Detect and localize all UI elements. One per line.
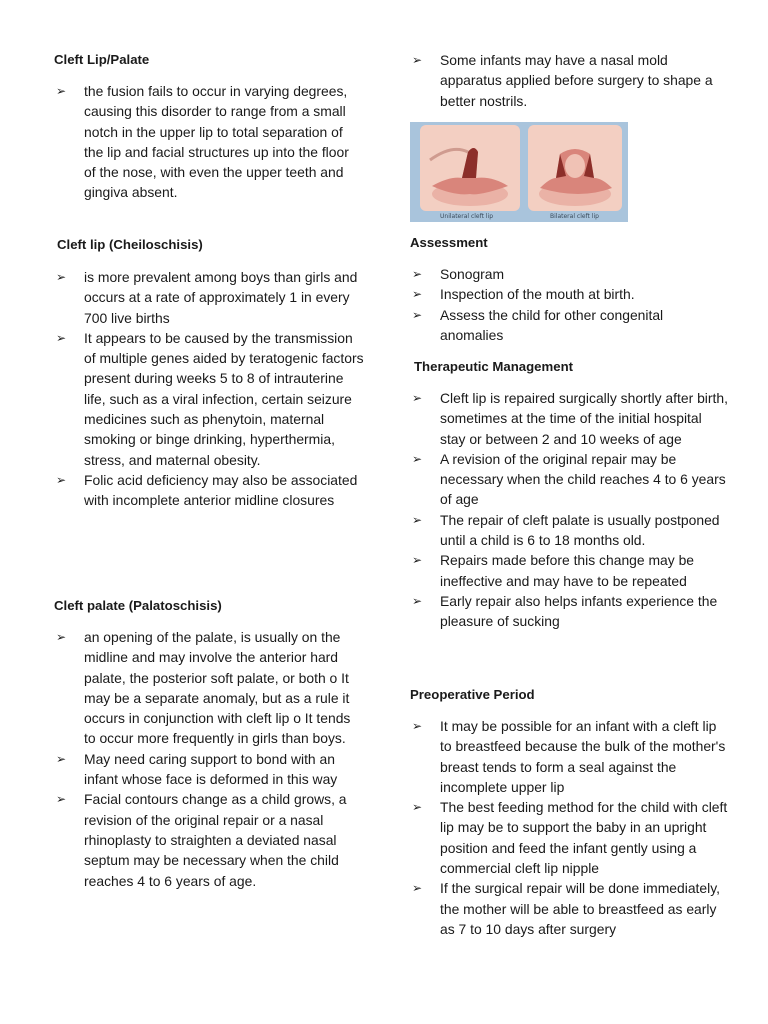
heading-cleft-lip: Cleft lip (Cheiloschisis) [57, 237, 203, 252]
list-item-text: is more prevalent among boys than girls and occurs at a rate of approximately 1 in every 700 live births [84, 269, 358, 326]
list-therapeutic-management [410, 388, 730, 632]
arrow-bullet-icon: ➢ [56, 630, 67, 644]
arrow-bullet-icon: ➢ [56, 792, 67, 807]
list-item-text: Sonogram [440, 266, 505, 282]
list-nasal-mold [410, 50, 730, 111]
list-item-text: Early repair also helps infants experience the pleasure of sucking [440, 592, 718, 630]
arrow-bullet-icon: ➢ [412, 553, 423, 568]
arrow-bullet-icon: ➢ [412, 53, 423, 67]
list-item-text: Assess the child for other congenital anomalies [440, 306, 664, 343]
list-assessment [410, 264, 730, 345]
list-item-text: Inspection of the mouth at birth. [440, 286, 635, 303]
list-cleft-palate [54, 627, 364, 891]
list-item [410, 305, 730, 346]
list-item [410, 449, 730, 510]
heading-cleft-lip-palate: Cleft Lip/Palate [54, 52, 150, 67]
cleft-lip-drawing [410, 122, 628, 222]
list-item-text: If the surgical repair will be done immediately, the mother will be able to breastfeed as early as 7 to 10 days after surgery [440, 880, 720, 937]
heading-preoperative-period: Preoperative Period [410, 687, 535, 702]
arrow-bullet-icon: ➢ [412, 267, 423, 281]
list-item-text: Repairs made before this change may be ineffective and may have to be repeated [440, 552, 695, 589]
heading-assessment: Assessment [410, 235, 488, 250]
list-item [410, 264, 730, 284]
arrow-bullet-icon: ➢ [412, 800, 423, 815]
arrow-bullet-icon: ➢ [412, 287, 423, 302]
arrow-bullet-icon: ➢ [56, 472, 67, 487]
list-item-text: Folic acid deficiency may also be associated with incomplete anterior midline closures [84, 471, 358, 509]
arrow-bullet-icon: ➢ [412, 307, 423, 322]
list-item [410, 878, 730, 939]
list-item-text: the fusion fails to occur in varying degrees, causing this disorder to range from a small notch in the upper lip to total separation of the lip and facial structures up into the floor of the nose, with even the upper teeth and gingiva absent. [84, 83, 349, 201]
list-item [410, 591, 730, 632]
arrow-bullet-icon: ➢ [412, 391, 423, 405]
list-cleft-definition [54, 81, 364, 203]
list-item [410, 50, 730, 111]
arrow-bullet-icon: ➢ [412, 593, 423, 608]
list-item [410, 388, 730, 449]
list-item [410, 550, 730, 591]
list-item-text: Cleft lip is repaired surgically shortly after birth, sometimes at the time of the initial hospital stay or between 2 and 10 weeks of age [440, 390, 728, 447]
list-item [410, 510, 730, 551]
caption-unilateral: Unilateral cleft lip [440, 213, 494, 220]
unilateral-cleft-lip-image [420, 125, 520, 211]
list-item [54, 328, 364, 470]
arrow-bullet-icon: ➢ [56, 270, 67, 284]
list-item-text: an opening of the palate, is usually on the midline and may involve the anterior hard palate, the posterior soft palate, or both o It may be a separate anomaly, but as a rule it occurs in conjunction with cleft lip o It tends to occur more frequently in girls than boys. [84, 629, 351, 747]
list-item [54, 470, 364, 511]
list-item-text: It appears to be caused by the transmission of multiple genes aided by teratogenic factors present during weeks 5 to 8 of intrauterine life, such as a viral infection, certain seizure medicines such as phenytoin, maternal smoking or binge drinking, hyperthermia, stress, and maternal obesity. [84, 329, 364, 468]
list-item [54, 267, 364, 328]
list-item-text: The best feeding method for the child with cleft lip may be to support the baby in an upright position and feed the infant gently using a commercial cleft lip nipple [440, 799, 728, 877]
list-item-text: It may be possible for an infant with a cleft lip to breastfeed because the bulk of the mother's breast tends to form a seal against the incomplete upper lip [440, 718, 726, 795]
heading-cleft-palate: Cleft palate (Palatoschisis) [54, 598, 222, 613]
list-item-text: May need caring support to bond with an infant whose face is deformed in this way [84, 750, 338, 788]
list-preoperative-period [410, 716, 730, 939]
arrow-bullet-icon: ➢ [412, 881, 423, 896]
list-item-text: Facial contours change as a child grows, a revision of the original repair or a nasal rhinoplasty to straighten a deviated nasal septum may be necessary when the child reaches 4 to 6 years of age. [84, 791, 347, 889]
list-cleft-lip [54, 267, 364, 511]
caption-bilateral: Bilateral cleft lip [550, 213, 599, 220]
list-item [410, 284, 730, 304]
cleft-lip-illustration [410, 122, 628, 222]
list-item [410, 716, 730, 797]
list-item [54, 749, 364, 790]
heading-therapeutic-management: Therapeutic Management [414, 359, 574, 374]
list-item-text: The repair of cleft palate is usually postponed until a child is 6 to 18 months old. [440, 511, 720, 549]
list-item [54, 81, 364, 203]
arrow-bullet-icon: ➢ [56, 330, 67, 345]
arrow-bullet-icon: ➢ [412, 719, 423, 733]
arrow-bullet-icon: ➢ [412, 451, 423, 466]
list-item-text: Some infants may have a nasal mold apparatus applied before surgery to shape a better nostrils. [440, 52, 713, 109]
arrow-bullet-icon: ➢ [56, 84, 67, 98]
bilateral-cleft-lip-image [528, 125, 622, 211]
list-item-text: A revision of the original repair may be necessary when the child reaches 4 to 6 years of age [440, 450, 726, 508]
list-item [410, 797, 730, 878]
arrow-bullet-icon: ➢ [412, 512, 423, 527]
arrow-bullet-icon: ➢ [56, 751, 67, 766]
list-item [54, 789, 364, 890]
list-item [54, 627, 364, 749]
